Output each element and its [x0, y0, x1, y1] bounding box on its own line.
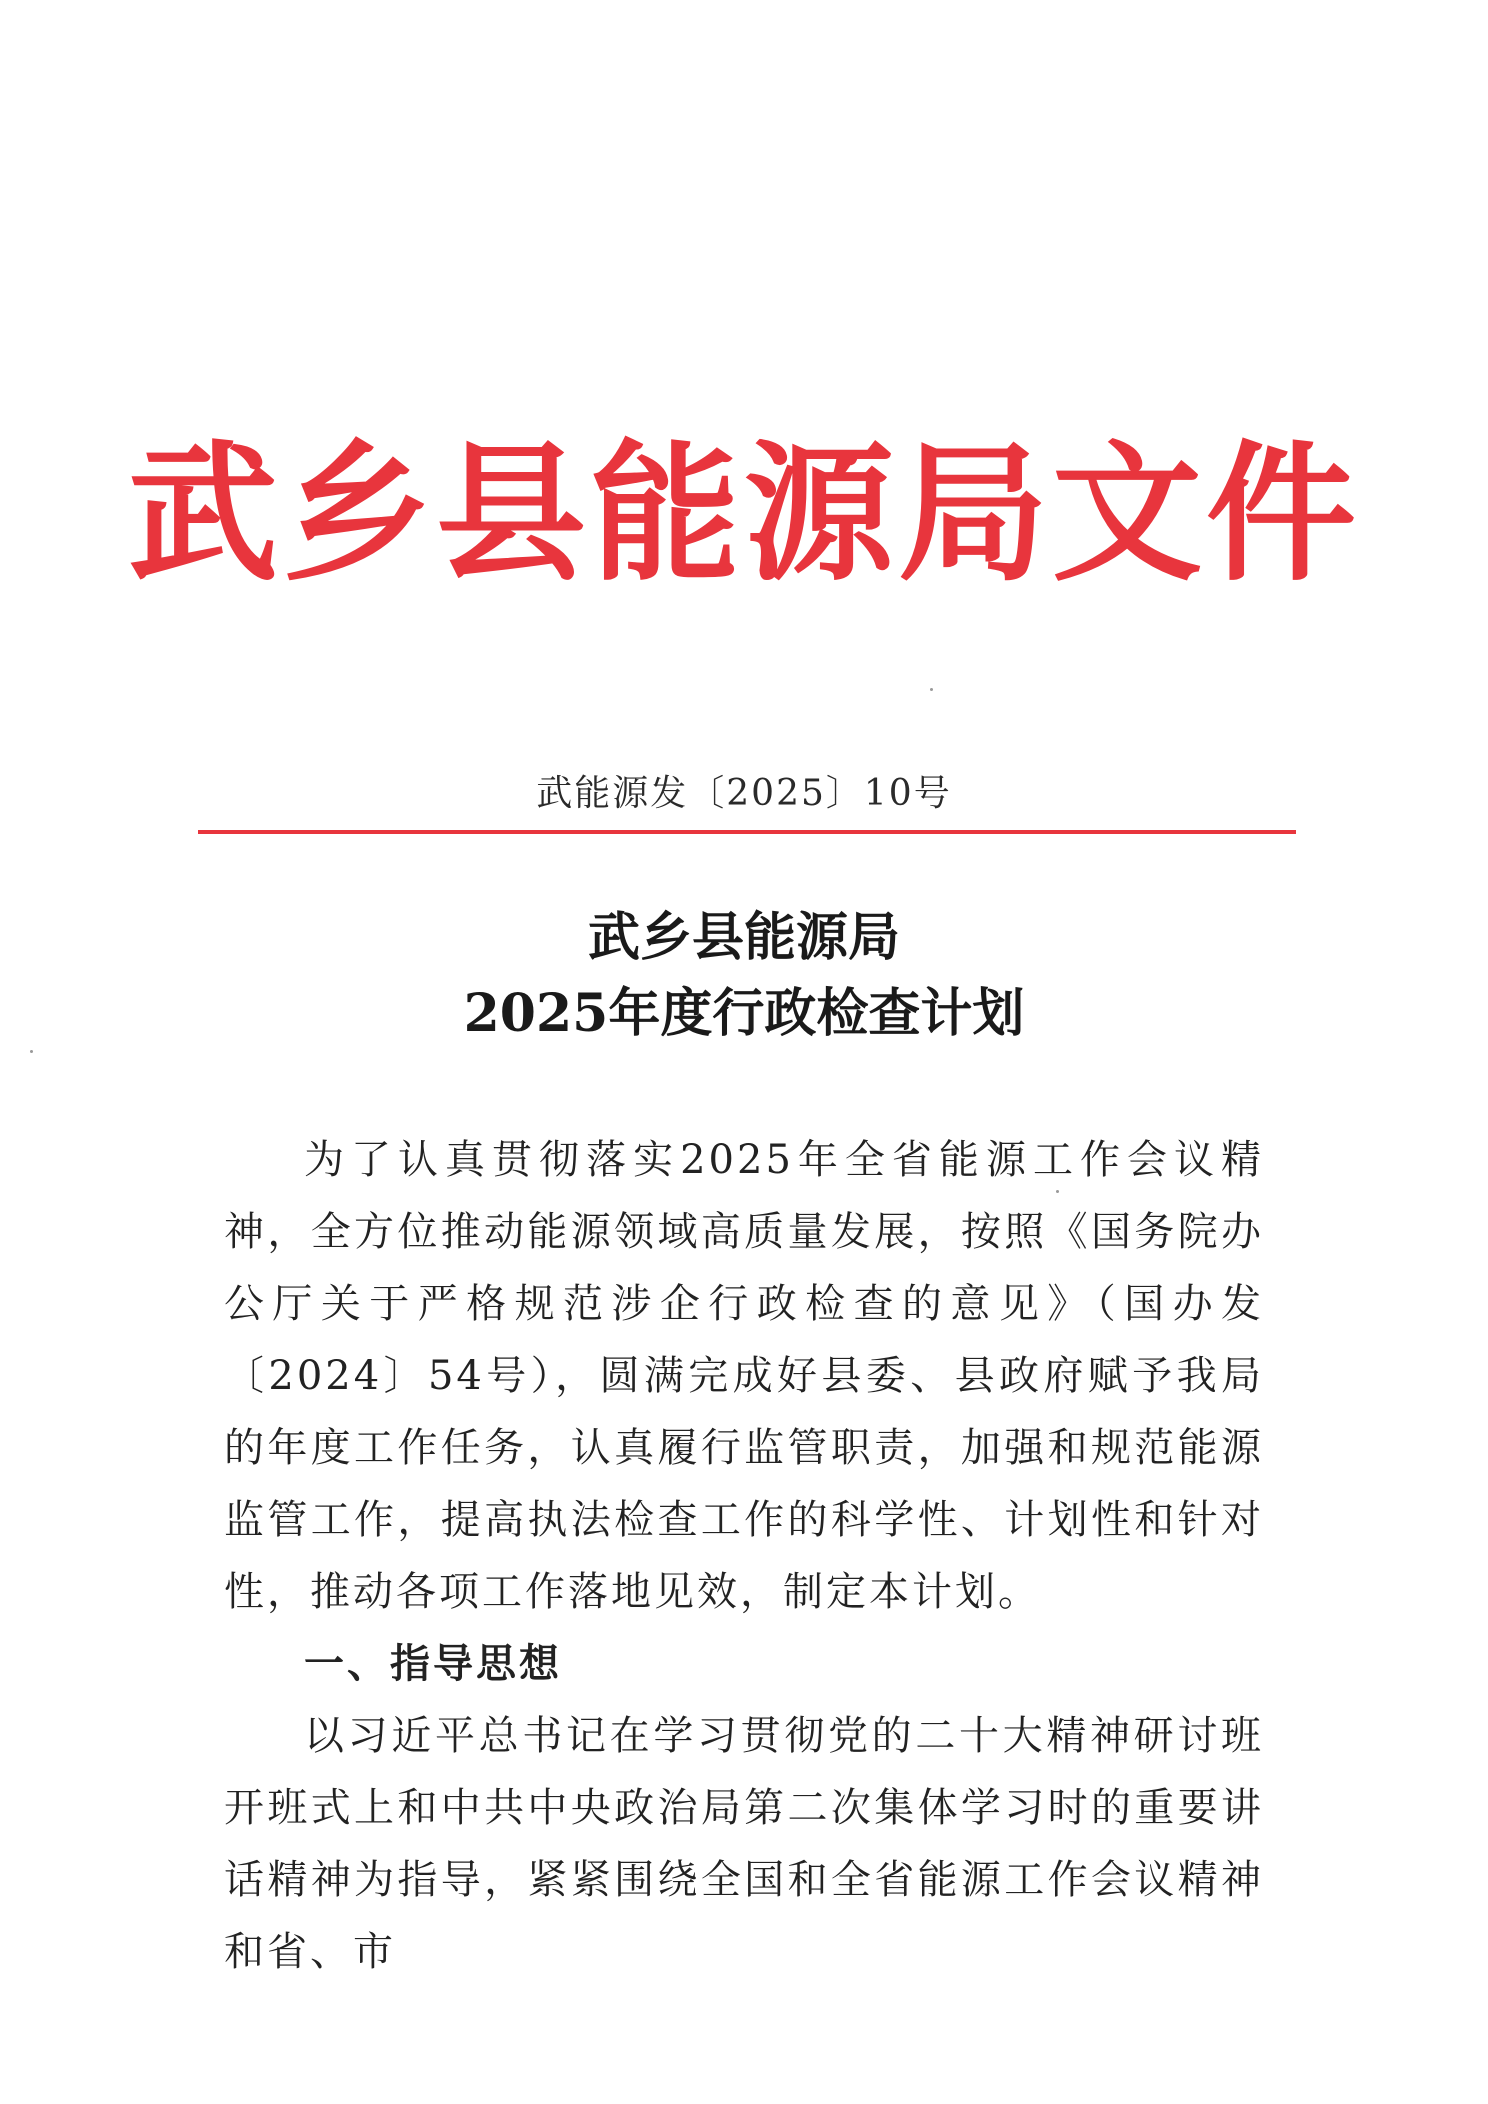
document-body	[224, 1124, 1264, 1988]
masthead-title: 武乡县能源局文件	[127, 428, 1360, 602]
document-number: 武能源发〔2025〕10号	[536, 773, 952, 814]
scan-speck	[1056, 1190, 1059, 1193]
scan-speck	[30, 1050, 33, 1053]
section-paragraph: 以习近平总书记在学习贯彻党的二十大精神研讨班开班式上和中共中央政治局第二次集体学习时的重要讲话精神为指导，紧紧围绕全国和全省能源工作会议精神和省、市	[224, 1713, 1264, 1975]
document-title	[0, 900, 1488, 1052]
scan-speck	[930, 688, 933, 691]
title-line-2: 2025年度行政检查计划	[463, 983, 1025, 1044]
section-heading: 一、指导思想	[304, 1641, 562, 1687]
red-divider	[198, 830, 1296, 834]
title-line-1: 武乡县能源局	[587, 907, 900, 968]
intro-paragraph: 为了认真贯彻落实2025年全省能源工作会议精神，全方位推动能源领域高质量发展，按照《国务院办公厅关于严格规范涉企行政检查的意见》（国办发〔2024〕54号），圆满完成好县委、县政府赋予我局的年度工作任务，认真履行监管职责，加强和规范能源监管工作，提高执法检查工作的科学性、计划性和针对性，推动各项工作落地见效，制定本计划。	[224, 1137, 1264, 1615]
